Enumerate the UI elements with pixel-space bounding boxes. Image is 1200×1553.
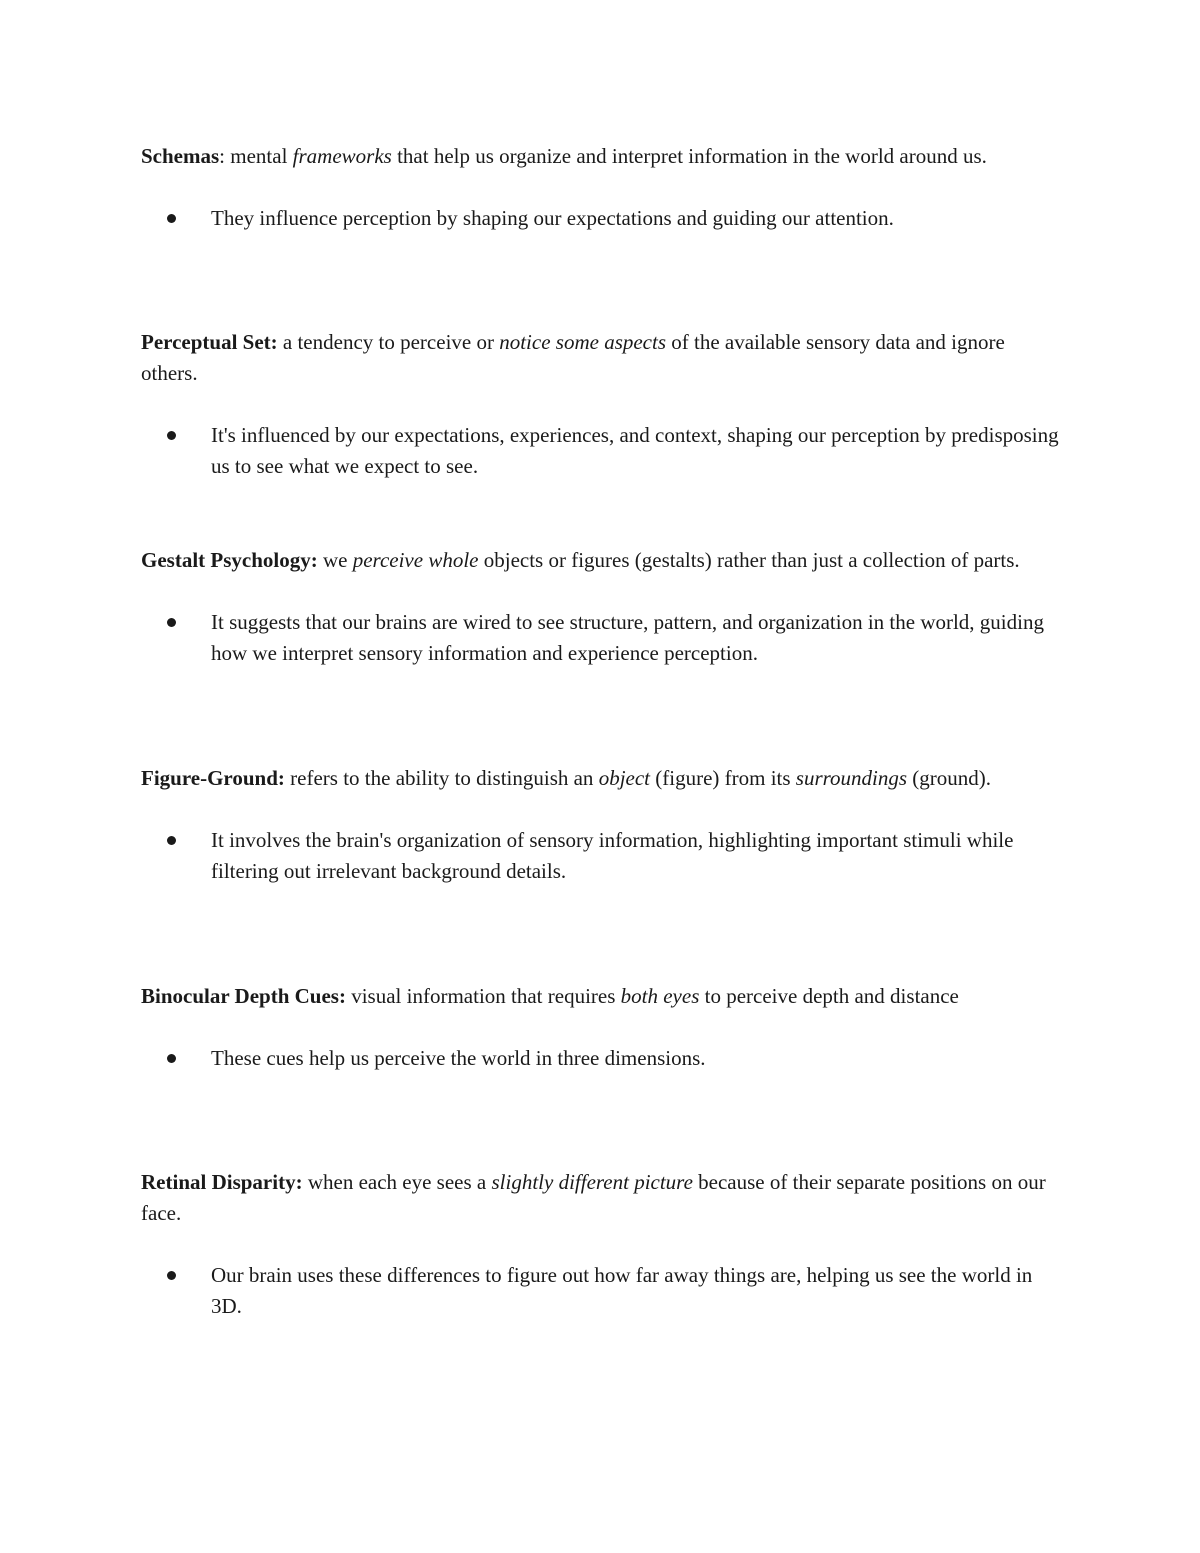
definition-figure-ground (141, 763, 1066, 794)
definition-text: of the available sensory data and ignore others. (141, 330, 1005, 385)
bullet-item (141, 1043, 1066, 1074)
definition-binocular-depth-cues (141, 981, 1066, 1012)
term-gestalt-psychology: Gestalt Psychology: (141, 548, 318, 572)
bullet-text: These cues help us perceive the world in three dimensions. (211, 1046, 706, 1070)
term-schemas: Schemas (141, 144, 220, 168)
definition-emphasis: surroundings (795, 766, 908, 790)
definition-text: refers to the ability to distinguish an (284, 766, 599, 790)
definition-text: a tendency to perceive or (277, 330, 500, 354)
definition-text: (ground). (907, 766, 992, 790)
bullet-dot-icon (167, 214, 176, 223)
entry-retinal-disparity (141, 1167, 1066, 1322)
definition-text: to perceive depth and distance (699, 984, 959, 1008)
term-figure-ground: Figure-Ground: (141, 766, 285, 790)
definition-emphasis: perceive whole (352, 548, 479, 572)
definition-emphasis: slightly different picture (491, 1170, 693, 1194)
bullet-list (141, 607, 1066, 669)
bullet-item (141, 420, 1066, 482)
definition-emphasis: object (598, 766, 650, 790)
entry-binocular-depth-cues (141, 981, 1066, 1074)
definition-text: because of their separate positions on our face. (141, 1170, 1046, 1225)
bullet-item (141, 825, 1066, 887)
bullet-dot-icon (167, 1054, 176, 1063)
bullet-text: It's influenced by our expectations, experiences, and context, shaping our perception by predisposing us to see what we expect to see. (211, 423, 1059, 478)
bullet-text: It suggests that our brains are wired to see structure, pattern, and organization in the world, guiding how we interpret sensory information and experience perception. (211, 610, 1044, 665)
definition-text: (figure) from its (650, 766, 796, 790)
bullet-list (141, 1260, 1066, 1322)
bullet-dot-icon (167, 836, 176, 845)
definition-emphasis: both eyes (620, 984, 700, 1008)
definition-gestalt-psychology (141, 545, 1066, 576)
bullet-list (141, 203, 1066, 234)
definition-perceptual-set (141, 327, 1066, 389)
bullet-list (141, 1043, 1066, 1074)
bullet-dot-icon (167, 618, 176, 627)
definition-text: visual information that requires (345, 984, 621, 1008)
definition-schemas (141, 141, 1066, 172)
definition-emphasis: frameworks (292, 144, 392, 168)
bullet-text: Our brain uses these differences to figure out how far away things are, helping us see the world in 3D. (211, 1263, 1033, 1318)
definition-text: that help us organize and interpret information in the world around us. (391, 144, 987, 168)
bullet-text: It involves the brain's organization of sensory information, highlighting important stimuli while filtering out irrelevant background details. (211, 828, 1014, 883)
definition-text: when each eye sees a (302, 1170, 492, 1194)
bullet-dot-icon (167, 1271, 176, 1280)
term-separator: : (219, 144, 226, 168)
bullet-list (141, 420, 1066, 482)
bullet-item (141, 607, 1066, 669)
bullet-list (141, 825, 1066, 887)
entry-gestalt-psychology (141, 545, 1066, 669)
definition-text: mental (225, 144, 293, 168)
definition-text: objects or figures (gestalts) rather than just a collection of parts. (478, 548, 1020, 572)
entry-schemas (141, 141, 1066, 234)
bullet-dot-icon (167, 431, 176, 440)
entry-figure-ground (141, 763, 1066, 887)
term-retinal-disparity: Retinal Disparity: (141, 1170, 303, 1194)
entry-perceptual-set (141, 327, 1066, 482)
definition-retinal-disparity (141, 1167, 1066, 1229)
bullet-item (141, 203, 1066, 234)
bullet-item (141, 1260, 1066, 1322)
definition-text: we (317, 548, 353, 572)
term-perceptual-set: Perceptual Set: (141, 330, 278, 354)
bullet-text: They influence perception by shaping our expectations and guiding our attention. (211, 206, 894, 230)
term-binocular-depth-cues: Binocular Depth Cues: (141, 984, 346, 1008)
definition-emphasis: notice some aspects (499, 330, 667, 354)
